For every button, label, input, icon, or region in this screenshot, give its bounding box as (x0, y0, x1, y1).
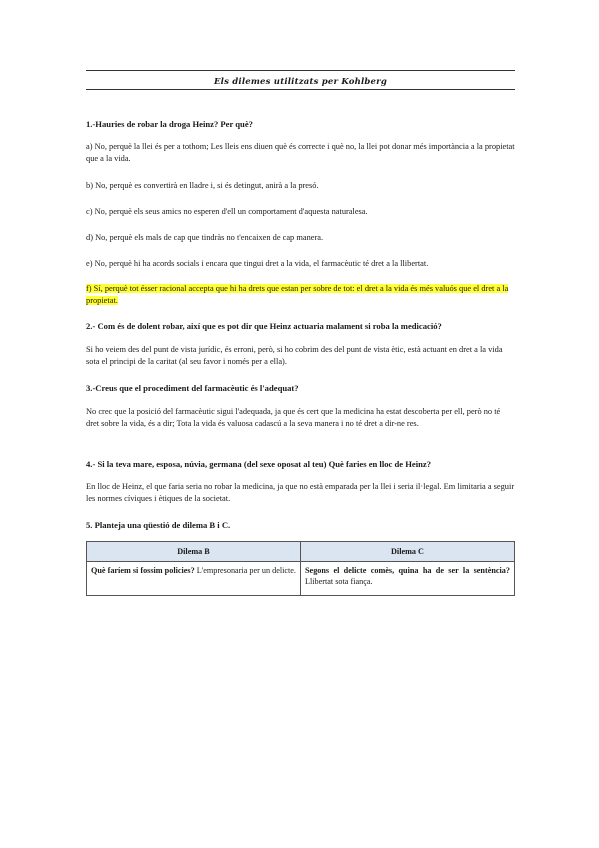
cell-c-answer: Llibertat sota fiança. (305, 577, 373, 586)
answer-1d: d) No, perquè els mals de cap que tindràs no t'encaixen de cap manera. (86, 233, 324, 242)
cell-dilema-b (87, 562, 301, 596)
cell-b-answer: L'empresonaria per un delicte. (194, 566, 296, 575)
answer-1e: e) No, perquè hi ha acords socials i encara que tingui dret a la vida, el farmacèutic té dret a la llibertat. (86, 259, 429, 268)
highlighted-text: f) Sí, perquè tot ésser racional accepta que hi ha drets que estan per sobre de tot: el dret a la vida és més valuós que el dret a la propietat. (86, 284, 509, 305)
question-3: 3.-Creus que el procediment del farmacèutic és l'adequat? (86, 383, 299, 393)
cell-dilema-c (301, 562, 515, 596)
answer-2: Si ho veiem des del punt de vista jurídic, és erroni, però, si ho cobrim des del punt de vista ètic, està actuant en dret a la vida sota el principi de la caritat (al seu favor i només per a ella). (86, 345, 503, 366)
answer-1a: a) No, perquè la llei és per a tothom; Les lleis ens diuen què és correcte i què no, la llei pot donar més importància a la propietat que a la vida. (86, 142, 515, 163)
question-1: 1.-Hauries de robar la droga Heinz? Per què? (86, 119, 253, 129)
cell-c-question: Segons el delicte comès, quina ha de ser la sentència? (305, 566, 510, 575)
cell-b-question: Què faríem si fossim policies? (91, 566, 195, 575)
question-2: 2.- Com és de dolent robar, així que es pot dir que Heinz actuaria malament si roba la medicació? (86, 321, 442, 331)
answer-4: En lloc de Heinz, el que faria seria no robar la medicina, ja que no està emparada per la llei i seria il·legal. Em limitaria a seguir les normes cíviques i ètiques de la societat. (86, 482, 515, 503)
answer-1f-highlighted (86, 283, 515, 307)
header-dilema-c: Dilema C (301, 542, 515, 562)
document-title: Els dilemes utilitzats per Kohlberg (214, 77, 387, 87)
title-bar (86, 70, 515, 90)
answer-3: No crec que la posició del farmacèutic sigui l'adequada, ja que és cert que la medicina ha estat descoberta per ell, però no té dret sobre la vida, és a dir; Tota la vida és valuosa cadascú a la seva manera i no té dret a dir-ne res. (86, 407, 501, 428)
table-row (87, 562, 515, 596)
table-header-row (87, 542, 515, 562)
question-5: 5. Planteja una qüestió de dilema B i C. (86, 520, 231, 530)
header-dilema-b: Dilema B (87, 542, 301, 562)
answer-1b: b) No, perquè es convertirà en lladre i, si és detingut, anirà a la presó. (86, 181, 319, 190)
answer-1c: c) No, perquè els seus amics no esperen d'ell un comportament d'aquesta naturalesa. (86, 207, 368, 216)
question-4: 4.- Si la teva mare, esposa, núvia, germana (del sexe oposat al teu) Què faries en lloc de Heinz? (86, 459, 431, 469)
dilemma-table (86, 541, 515, 596)
